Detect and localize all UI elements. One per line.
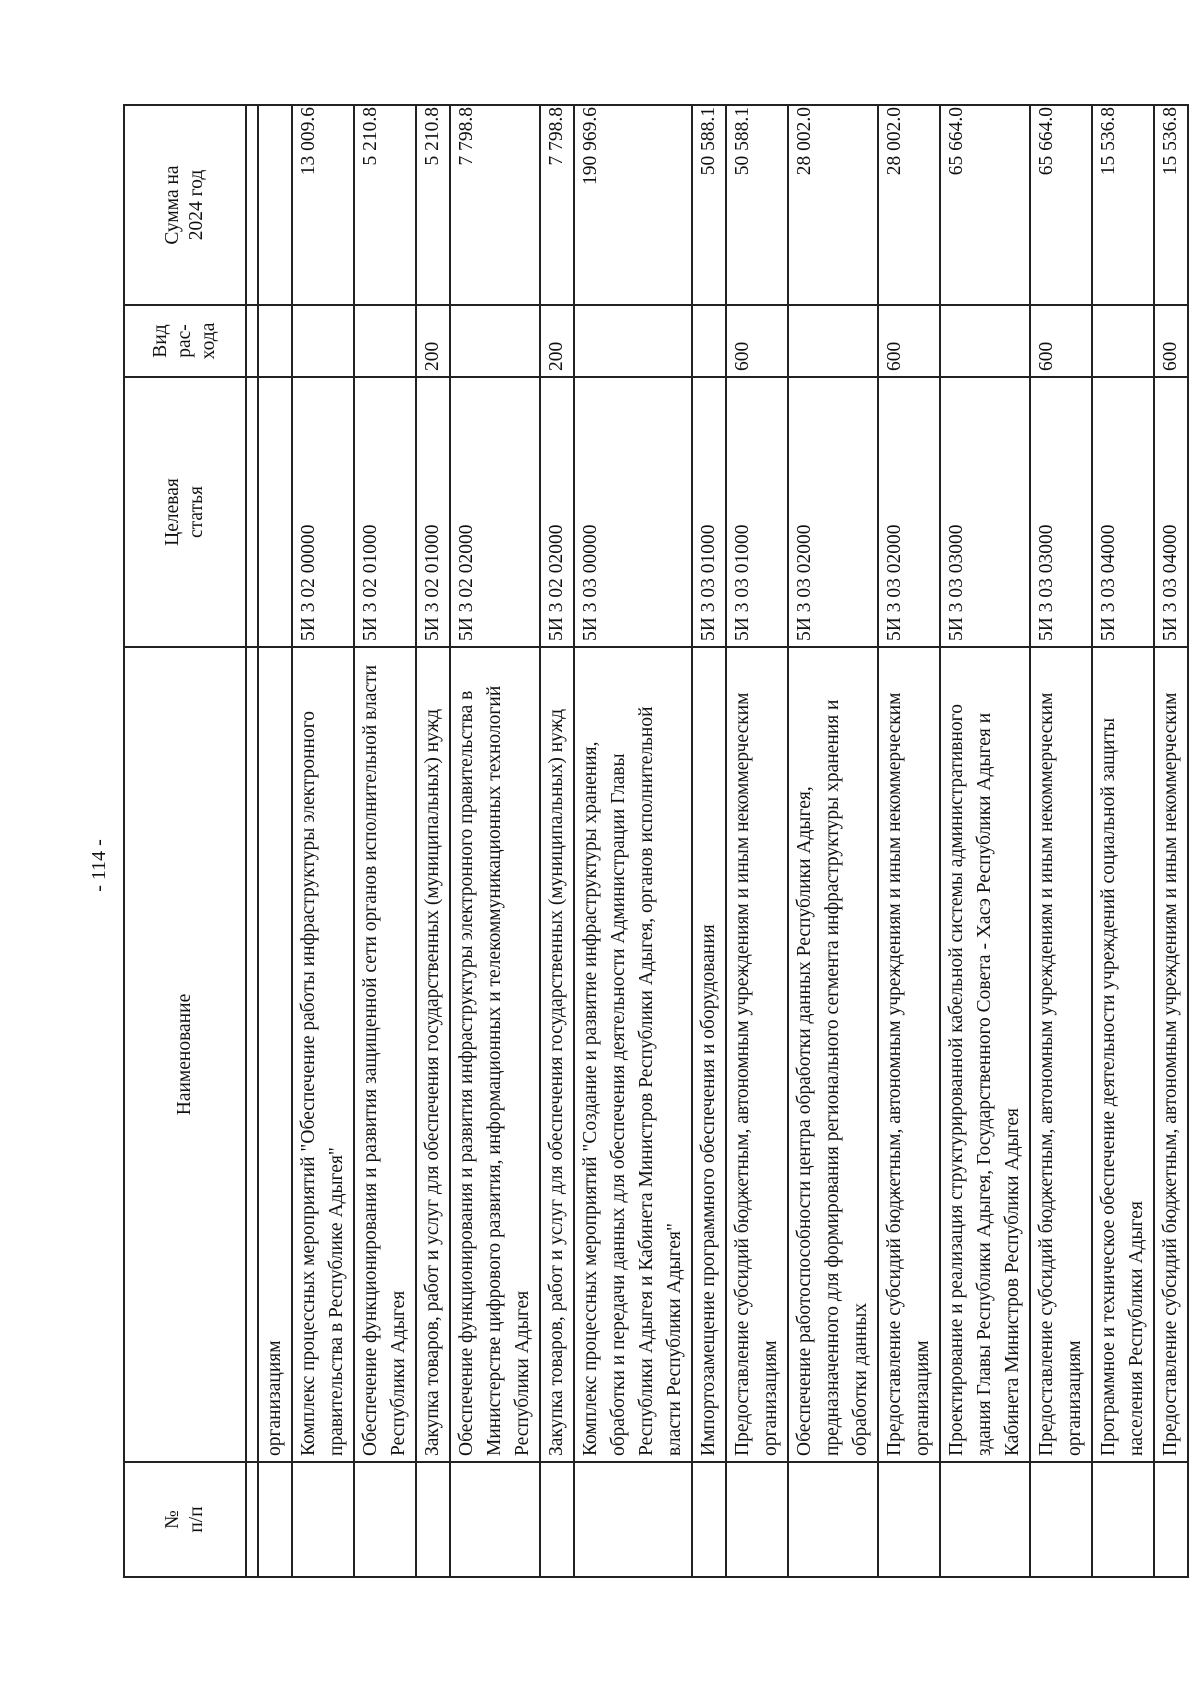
type-cell — [1092, 305, 1154, 377]
rotated-page-content — [123, 106, 1193, 1578]
type-cell — [574, 305, 692, 377]
amount-cell: 65 664.0 — [940, 105, 1030, 305]
name-cell — [246, 647, 258, 1462]
code-cell: 5И 3 03 01000 — [692, 377, 726, 647]
name-cell: Комплекс процессных мероприятий "Создание и развитие инфраструктуры хранения, обработки и передачи данных для обеспечения деятельности Администрации Главы Республики Адыгея и Кабинета Министров Республики Адыгея, органов исполнительной власти Республики Адыгея" — [574, 647, 692, 1462]
code-cell: 5И 3 03 02000 — [788, 377, 878, 647]
amount-cell: 7 798.8 — [450, 105, 540, 305]
num-cell — [246, 1462, 258, 1577]
type-cell: 600 — [878, 305, 940, 377]
num-cell — [878, 1462, 940, 1577]
table-row — [878, 105, 940, 1577]
code-cell — [258, 377, 292, 647]
code-cell: 5И 3 02 01000 — [416, 377, 450, 647]
num-cell — [540, 1462, 574, 1577]
amount-cell: 5 210.8 — [354, 105, 416, 305]
type-cell — [788, 305, 878, 377]
table-row — [258, 105, 292, 1577]
name-cell: Обеспечение работоспособности центра обработки данных Республики Адыгея, предназначенного для формирования регионального сегмента инфраструктуры хранения и обработки данных — [788, 647, 878, 1462]
name-cell: Предоставление субсидий бюджетным, автономным учреждениям и иным некоммерческим — [1154, 647, 1188, 1462]
amount-cell: 28 002.0 — [878, 105, 940, 305]
amount-cell: 13 009.6 — [292, 105, 354, 305]
amount-cell: 5 210.8 — [416, 105, 450, 305]
table-row — [416, 105, 450, 1577]
amount-cell: 50 588.1 — [726, 105, 788, 305]
name-cell: Импортозамещение программного обеспечения и оборудования — [692, 647, 726, 1462]
code-cell: 5И 3 03 03000 — [940, 377, 1030, 647]
amount-cell: 28 002.0 — [788, 105, 878, 305]
num-cell — [692, 1462, 726, 1577]
num-cell — [1092, 1462, 1154, 1577]
type-cell: 600 — [1154, 305, 1188, 377]
header-name: Наименование — [124, 647, 246, 1462]
type-cell — [246, 305, 258, 377]
type-cell — [940, 305, 1030, 377]
table-row — [246, 105, 258, 1577]
page-number: - 114 - — [87, 838, 110, 892]
table-row — [354, 105, 416, 1577]
code-cell: 5И 3 02 00000 — [292, 377, 354, 647]
name-cell: Предоставление субсидий бюджетным, автономным учреждениям и иным некоммерческим организациям — [1030, 647, 1092, 1462]
type-cell: 200 — [540, 305, 574, 377]
header-code: Целевая статья — [124, 377, 246, 647]
amount-cell — [246, 105, 258, 305]
table-header-row — [124, 105, 246, 1577]
name-cell: Закупка товаров, работ и услуг для обеспечения государственных (муниципальных) нужд — [416, 647, 450, 1462]
code-cell: 5И 3 02 01000 — [354, 377, 416, 647]
name-cell: Программное и техническое обеспечение деятельности учреждений социальной защиты населения Республики Адыгея — [1092, 647, 1154, 1462]
table-row — [1092, 105, 1154, 1577]
table-row — [292, 105, 354, 1577]
code-cell: 5И 3 02 02000 — [540, 377, 574, 647]
code-cell: 5И 3 02 02000 — [450, 377, 540, 647]
table-row — [692, 105, 726, 1577]
num-cell — [258, 1462, 292, 1577]
amount-cell: 15 536.8 — [1092, 105, 1154, 305]
name-cell: Обеспечение функционирования и развития инфраструктуры электронного правительства в Министерстве цифрового развития, информационных и телекоммуникационных технологий Республики Адыгея — [450, 647, 540, 1462]
name-cell: Обеспечение функционирования и развития защищенной сети органов исполнительной власти Республики Адыгея — [354, 647, 416, 1462]
code-cell: 5И 3 03 04000 — [1154, 377, 1188, 647]
amount-cell: 50 588.1 — [692, 105, 726, 305]
table-row — [788, 105, 878, 1577]
amount-cell — [258, 105, 292, 305]
budget-table — [123, 104, 1189, 1578]
num-cell — [292, 1462, 354, 1577]
num-cell — [574, 1462, 692, 1577]
amount-cell: 65 664.0 — [1030, 105, 1092, 305]
name-cell: организациям — [258, 647, 292, 1462]
code-cell: 5И 3 03 00000 — [574, 377, 692, 647]
header-amount: Сумма на 2024 год — [124, 105, 246, 305]
name-cell: Комплекс процессных мероприятий "Обеспечение работы инфраструктуры электронного правительства в Республике Адыгея" — [292, 647, 354, 1462]
table-row — [540, 105, 574, 1577]
code-cell — [246, 377, 258, 647]
code-cell: 5И 3 03 04000 — [1092, 377, 1154, 647]
type-cell — [258, 305, 292, 377]
type-cell: 200 — [416, 305, 450, 377]
header-type: Вид рас- хода — [124, 305, 246, 377]
num-cell — [726, 1462, 788, 1577]
name-cell: Закупка товаров, работ и услуг для обеспечения государственных (муниципальных) нужд — [540, 647, 574, 1462]
name-cell: Проектирование и реализация структурированной кабельной системы административного здания Главы Республики Адыгея, Государственного Совета - Хасэ Республики Адыгея и Кабинета Министров Республики Адыгея — [940, 647, 1030, 1462]
num-cell — [450, 1462, 540, 1577]
code-cell: 5И 3 03 01000 — [726, 377, 788, 647]
num-cell — [1154, 1462, 1188, 1577]
type-cell — [692, 305, 726, 377]
table-row — [1030, 105, 1092, 1577]
num-cell — [416, 1462, 450, 1577]
num-cell — [1030, 1462, 1092, 1577]
amount-cell: 190 969.6 — [574, 105, 692, 305]
name-cell: Предоставление субсидий бюджетным, автономным учреждениям и иным некоммерческим организациям — [726, 647, 788, 1462]
header-num: № п/п — [124, 1462, 246, 1577]
table-row — [1154, 105, 1188, 1577]
table-row — [726, 105, 788, 1577]
code-cell: 5И 3 03 02000 — [878, 377, 940, 647]
num-cell — [940, 1462, 1030, 1577]
amount-cell: 7 798.8 — [540, 105, 574, 305]
num-cell — [788, 1462, 878, 1577]
type-cell — [450, 305, 540, 377]
table-row — [574, 105, 692, 1577]
table-row — [450, 105, 540, 1577]
type-cell: 600 — [1030, 305, 1092, 377]
type-cell — [292, 305, 354, 377]
num-cell — [354, 1462, 416, 1577]
type-cell — [354, 305, 416, 377]
table-row — [940, 105, 1030, 1577]
code-cell: 5И 3 03 03000 — [1030, 377, 1092, 647]
amount-cell: 15 536.8 — [1154, 105, 1188, 305]
type-cell: 600 — [726, 305, 788, 377]
name-cell: Предоставление субсидий бюджетным, автономным учреждениям и иным некоммерческим организациям — [878, 647, 940, 1462]
